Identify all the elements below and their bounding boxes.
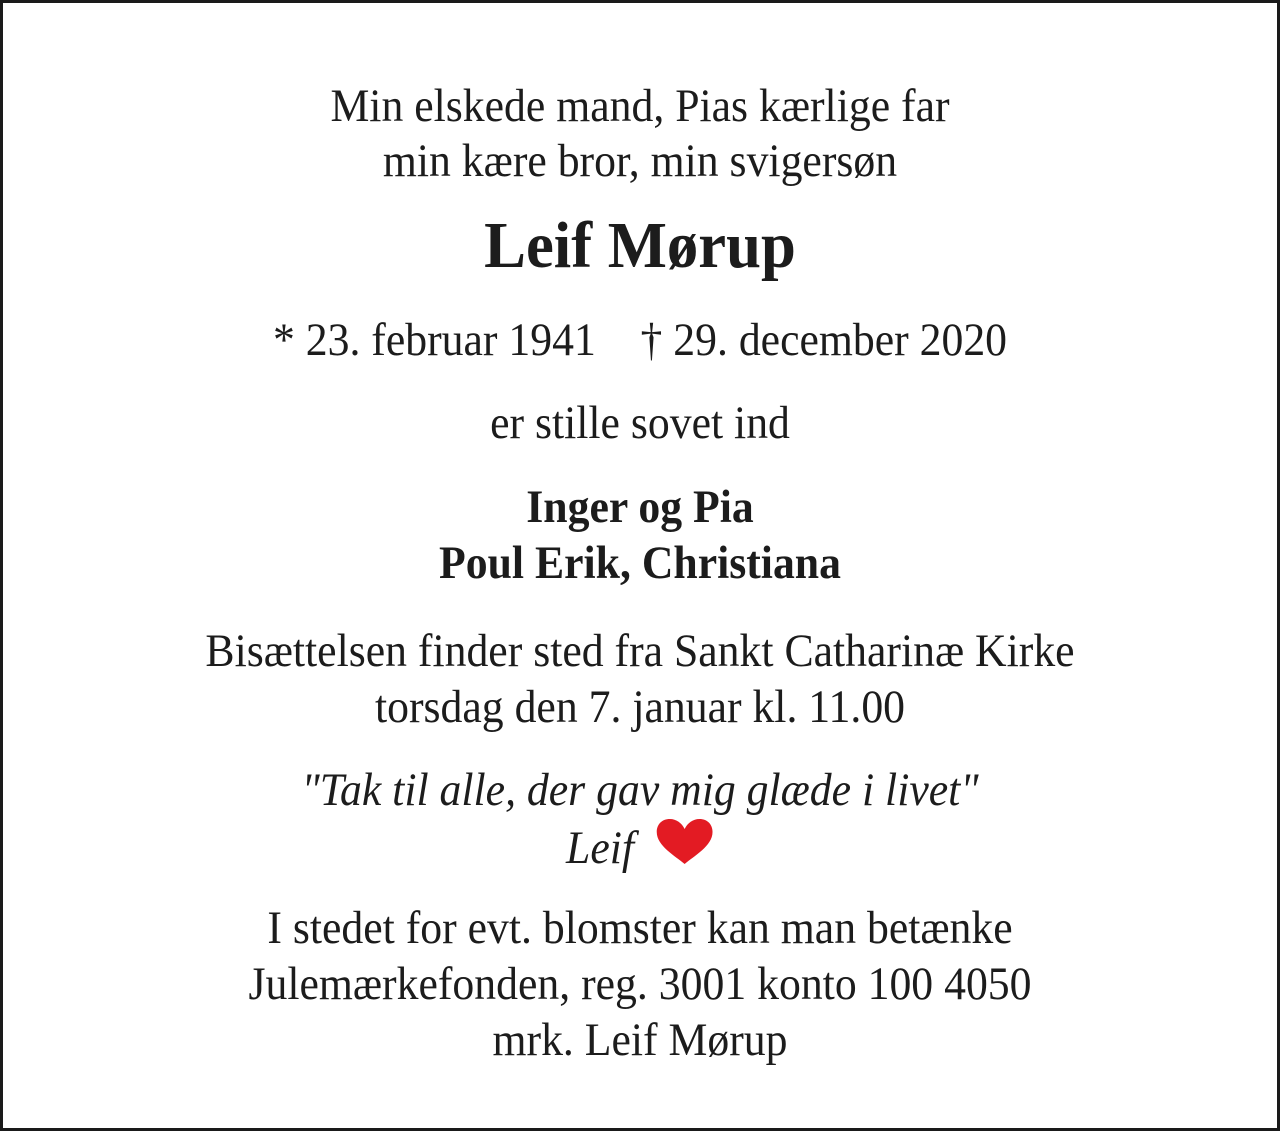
- funeral-line-2: torsdag den 7. januar kl. 11.00: [374, 681, 906, 733]
- funeral-line-1: Bisættelsen finder sted fra Sankt Catharinæ Kirke: [205, 625, 1075, 677]
- deceased-name: Leif Mørup: [484, 209, 796, 282]
- quote: "Tak til alle, der gav mig glæde i livet": [301, 764, 979, 816]
- intro-line-1: Min elskede mand, Pias kærlige far: [330, 80, 950, 132]
- announcement: er stille sovet ind: [490, 397, 790, 449]
- heart-icon: [654, 818, 714, 878]
- donation-line-2: Julemærkefonden, reg. 3001 konto 100 4050: [248, 958, 1032, 1010]
- donation-line-3: mrk. Leif Mørup: [492, 1014, 788, 1066]
- intro-line-2: min kære bror, min svigersøn: [382, 135, 898, 187]
- birth-date: * 23. februar 1941: [272, 314, 596, 366]
- family-line-1: Inger og Pia: [526, 481, 754, 533]
- life-dates: [48, 313, 1233, 367]
- family-line-2: Poul Erik, Christiana: [439, 537, 841, 589]
- donation-line-1: I stedet for evt. blomster kan man betænke: [267, 902, 1013, 954]
- signature-line: [48, 821, 1233, 882]
- death-date: † 29. december 2020: [640, 314, 1008, 366]
- signature: Leif: [566, 822, 635, 874]
